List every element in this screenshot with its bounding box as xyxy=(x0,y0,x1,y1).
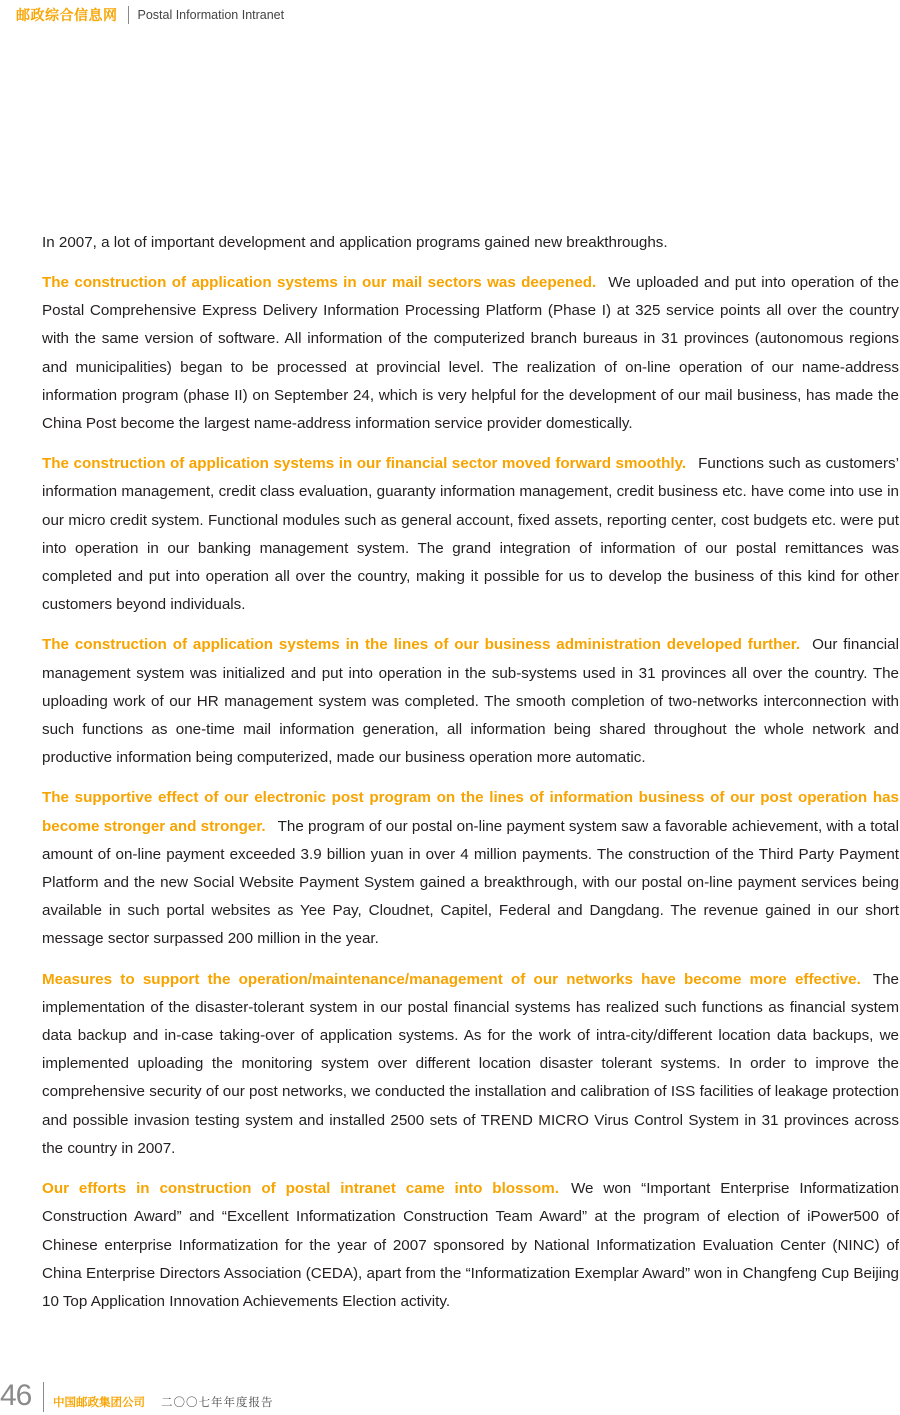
paragraph-financial-sector xyxy=(42,450,899,619)
paragraph-network-maintenance xyxy=(42,966,899,1163)
intro-paragraph: In 2007, a lot of important development and application programs gained new breakthroughs. xyxy=(42,234,668,251)
paragraph-body: The program of our postal on-line payment system saw a favorable achievement, with a total amount of on-line payment exceeded 3.9 billion yuan in over 4 million payments. The construction of the Third Party Payment Platform and the new Social Website Payment System gained a breakthrough, with our postal on-line payment services being available in such portal websites as Yee Pay, Cloudnet, Capitel, Federal and Dangdang. The revenue gained in our short message sector surpassed 200 million in the year. xyxy=(42,817,899,948)
header-divider xyxy=(128,6,129,24)
footer-org-name: 中国邮政集团公司 xyxy=(53,1397,145,1409)
page-number: 46 xyxy=(0,1379,32,1412)
paragraph-lead: The construction of application systems in our mail sectors was deepened. xyxy=(42,274,597,291)
paragraph-electronic-post xyxy=(42,784,899,953)
paragraph-lead: The construction of application systems in our financial sector moved forward smoothly. xyxy=(42,455,687,473)
paragraph-mail-sectors xyxy=(42,269,899,438)
paragraph-body: Our financial management system was initialized and put into operation in the sub-systems used in 31 provinces all over the country. The uploading work of our HR management system was completed. The smooth completion of two-networks interconnection with such functions as one-time mail information generation, all information being shared throughout the whole network and productive information being computerized, made our business operation more automatic. xyxy=(42,636,899,767)
paragraph-lead: The supportive effect of our electronic post program on the lines of information business of our post operation has become stronger and stronger. xyxy=(42,789,899,835)
footer-report-title: 二〇〇七年年度报告 xyxy=(161,1397,274,1409)
paragraph-lead: The construction of application systems in the lines of our business administration developed further. xyxy=(42,636,801,654)
paragraph-body: We uploaded and put into operation of the Postal Comprehensive Express Delivery Information Processing Platform (Phase I) at 325 service points all over the country with the same version of software. All information of the computerized branch bureaus in 31 provinces (autonomous regions and municipalities) began to be processed at provincial level. The realization of on-line operation of our name-address information program (phase II) on September 24, which is very helpful for the development of our mail business, has made the China Post become the largest name-address information service provider domestically. xyxy=(42,274,899,433)
paragraph-business-administration xyxy=(42,631,899,772)
page-header xyxy=(16,4,284,26)
footer-divider xyxy=(43,1382,44,1412)
header-en-title: Postal Information Intranet xyxy=(137,8,285,22)
paragraph-postal-intranet xyxy=(42,1175,899,1316)
paragraph-lead: Measures to support the operation/maintenance/management of our networks have become more effective. xyxy=(42,970,861,988)
header-cn-title: 邮政综合信息网 xyxy=(16,7,118,23)
main-content xyxy=(42,229,899,1328)
paragraph-body: We won “Important Enterprise Informatization Construction Award” and “Excellent Informatization Construction Team Award” at the program of election of iPower500 of Chinese enterprise Informatization for the year of 2007 sponsored by National Informatization Evaluation Center (NINC) of China Enterprise Directors Association (CEDA), apart from the “Informatization Exemplar Award” won in Changfeng Cup Beijing 10 Top Application Innovation Achievements Election activity. xyxy=(42,1180,899,1310)
paragraph-body: The implementation of the disaster-tolerant system in our postal financial systems has realized such functions as financial system data backup and in-case taking-over of application systems. As for the work of intra-city/different location data backups, we implemented uploading the monitoring system over different location disaster tolerant systems. In order to improve the comprehensive security of our post networks, we conducted the installation and calibration of ISS facilities of leakage protection and possible invasion testing system and installed 2500 sets of TREND MICRO Virus Control System in 31 provinces across the country in 2007. xyxy=(42,970,899,1157)
page-footer xyxy=(0,1378,900,1414)
paragraph-body: Functions such as customers’ information management, credit class evaluation, guaranty information management, credit business etc. have come into use in our micro credit system. Functional modules such as general account, fixed assets, reporting center, cost budgets etc. were put into operation in our banking management system. The grand integration of information of our postal remittances was completed and put into operation all over the country, making it possible for us to develop the business of this kind for other customers beyond individuals. xyxy=(42,455,899,614)
paragraph-lead: Our efforts in construction of postal intranet came into blossom. xyxy=(42,1180,559,1198)
